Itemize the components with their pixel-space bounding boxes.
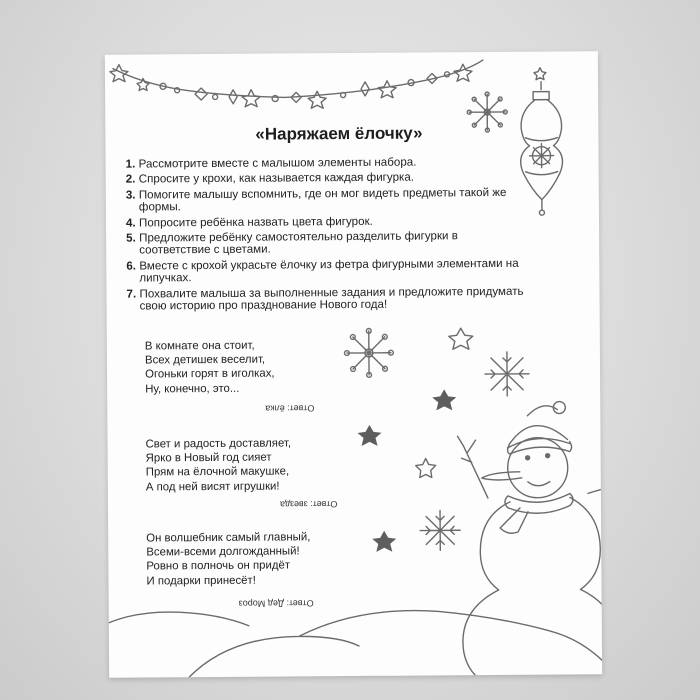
step-text: Вместе с крохой украсьте ёлочку из фетра фигурными элементами на липучках. xyxy=(139,256,519,285)
step-text: Рассмотрите вместе с малышом элементы набора. xyxy=(138,155,417,171)
star-filled-icon xyxy=(357,425,381,446)
activity-sheet xyxy=(105,51,602,677)
step-text: Помогите малышу вспомнить, где он мог видеть предметы такой же формы. xyxy=(138,185,507,214)
riddle-1 xyxy=(145,339,275,397)
step-number: 3. xyxy=(125,188,136,202)
step-number: 2. xyxy=(125,172,136,186)
step-text: Спросите у крохи, как называется каждая фигурка. xyxy=(138,170,415,186)
riddle-line: Ярко в Новый год сияет xyxy=(145,451,272,465)
riddle-1-answer: Ответ: ёлка xyxy=(265,403,315,414)
step-number: 5. xyxy=(126,231,136,245)
list-item xyxy=(126,187,519,215)
riddle-line: Огоньки горят в иголках, xyxy=(145,367,275,381)
riddle-line: Всеми-всеми долгожданный! xyxy=(146,545,300,559)
riddle-line: Ну, конечно, это... xyxy=(145,382,240,396)
riddle-3 xyxy=(146,530,311,588)
list-item xyxy=(126,285,534,313)
riddle-line: В комнате она стоит, xyxy=(144,339,255,353)
riddle-line: Прям на ёлочной макушке, xyxy=(145,465,290,479)
list-item xyxy=(126,171,556,186)
riddle-2-answer: Ответ: звезда xyxy=(279,499,338,510)
star-filled-icon xyxy=(372,531,396,552)
snowflake-icon xyxy=(485,352,529,396)
riddle-line: Ровно в полночь он придёт xyxy=(146,559,291,573)
list-item xyxy=(126,214,556,229)
page-title: «Наряжаем ёлочку» xyxy=(255,123,423,144)
steps-list xyxy=(126,156,557,316)
step-number: 1. xyxy=(125,157,136,171)
step-text: Похвалите малыша за выполненные задания и предложите придумать свою историю про празднование Нового года! xyxy=(139,284,524,313)
riddle-line: И подарки принесёт! xyxy=(146,574,256,588)
snowflake-icon xyxy=(420,510,460,550)
snowflake-icon xyxy=(344,328,393,377)
snowman-icon xyxy=(457,401,602,675)
step-text: Попросите ребёнка назвать цвета фигурок. xyxy=(138,214,373,230)
riddle-line: Всех детишек веселит, xyxy=(144,353,266,367)
snowflake-icon xyxy=(467,92,507,132)
riddle-line: А под ней висят игрушки! xyxy=(145,480,280,494)
star-outline-icon xyxy=(449,328,473,349)
step-number: 6. xyxy=(126,259,137,273)
riddle-2 xyxy=(146,436,292,494)
list-item xyxy=(126,257,556,285)
step-number: 7. xyxy=(126,287,137,301)
riddle-3-answer: Ответ: Дед Мороз xyxy=(238,598,314,609)
step-text: Предложите ребёнку самостоятельно разделить фигурки в соответствие с цветами. xyxy=(139,229,458,257)
star-filled-icon xyxy=(432,389,456,410)
step-number: 4. xyxy=(125,216,136,230)
snow-hills-icon xyxy=(109,609,602,678)
list-item xyxy=(126,230,524,258)
star-outline-icon xyxy=(416,458,436,477)
riddle-line: Он волшебник самый главный, xyxy=(146,531,311,545)
list-item xyxy=(126,156,556,171)
riddle-line: Свет и радость доставляет, xyxy=(145,437,292,451)
